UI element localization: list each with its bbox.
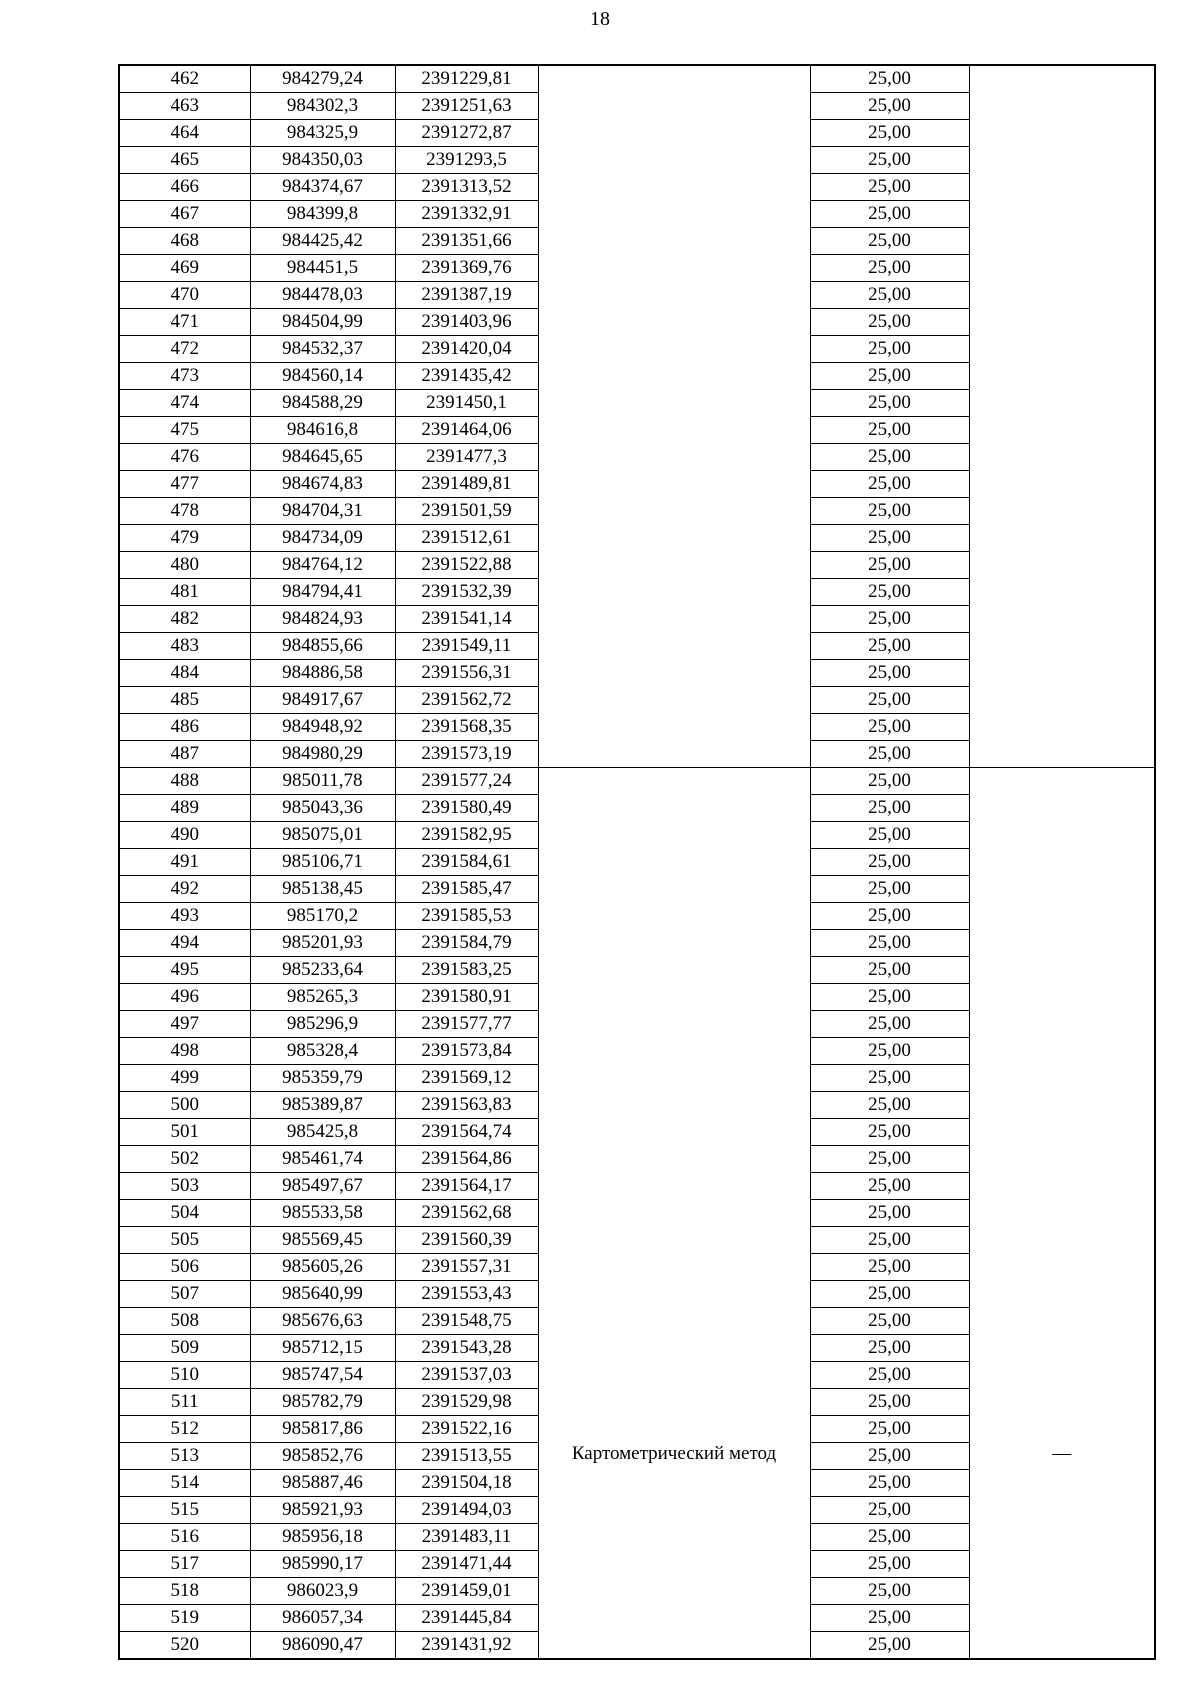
y-coordinate-cell: 2391584,61	[395, 849, 538, 876]
point-number-cell: 504	[119, 1200, 250, 1227]
y-coordinate-cell: 2391522,88	[395, 552, 538, 579]
point-number-cell: 484	[119, 660, 250, 687]
x-coordinate-cell: 984645,65	[250, 444, 395, 471]
x-coordinate-cell: 986057,34	[250, 1605, 395, 1632]
point-number-cell: 471	[119, 309, 250, 336]
y-coordinate-cell: 2391585,47	[395, 876, 538, 903]
y-coordinate-cell: 2391580,49	[395, 795, 538, 822]
y-coordinate-cell: 2391522,16	[395, 1416, 538, 1443]
accuracy-cell: 25,00	[810, 579, 969, 606]
point-number-cell: 462	[119, 65, 250, 93]
x-coordinate-cell: 985712,15	[250, 1335, 395, 1362]
point-number-cell: 477	[119, 471, 250, 498]
point-number-cell: 509	[119, 1335, 250, 1362]
y-coordinate-cell: 2391403,96	[395, 309, 538, 336]
point-number-cell: 502	[119, 1146, 250, 1173]
x-coordinate-cell: 985782,79	[250, 1389, 395, 1416]
y-coordinate-cell: 2391435,42	[395, 363, 538, 390]
x-coordinate-cell: 985233,64	[250, 957, 395, 984]
point-number-cell: 472	[119, 336, 250, 363]
accuracy-cell: 25,00	[810, 984, 969, 1011]
point-number-cell: 490	[119, 822, 250, 849]
point-number-cell: 491	[119, 849, 250, 876]
y-coordinate-cell: 2391569,12	[395, 1065, 538, 1092]
y-coordinate-cell: 2391553,43	[395, 1281, 538, 1308]
point-number-cell: 514	[119, 1470, 250, 1497]
x-coordinate-cell: 985265,3	[250, 984, 395, 1011]
accuracy-cell: 25,00	[810, 336, 969, 363]
x-coordinate-cell: 984504,99	[250, 309, 395, 336]
accuracy-cell: 25,00	[810, 282, 969, 309]
point-number-cell: 520	[119, 1632, 250, 1660]
x-coordinate-cell: 984764,12	[250, 552, 395, 579]
y-coordinate-cell: 2391483,11	[395, 1524, 538, 1551]
x-coordinate-cell: 985533,58	[250, 1200, 395, 1227]
point-number-cell: 516	[119, 1524, 250, 1551]
point-number-cell: 479	[119, 525, 250, 552]
accuracy-cell: 25,00	[810, 1632, 969, 1660]
point-number-cell: 500	[119, 1092, 250, 1119]
x-coordinate-cell: 985170,2	[250, 903, 395, 930]
accuracy-cell: 25,00	[810, 633, 969, 660]
x-coordinate-cell: 986090,47	[250, 1632, 395, 1660]
x-coordinate-cell: 985138,45	[250, 876, 395, 903]
accuracy-cell: 25,00	[810, 228, 969, 255]
x-coordinate-cell: 985990,17	[250, 1551, 395, 1578]
y-coordinate-cell: 2391583,25	[395, 957, 538, 984]
y-coordinate-cell: 2391557,31	[395, 1254, 538, 1281]
x-coordinate-cell: 984532,37	[250, 336, 395, 363]
y-coordinate-cell: 2391387,19	[395, 282, 538, 309]
point-number-cell: 465	[119, 147, 250, 174]
x-coordinate-cell: 985201,93	[250, 930, 395, 957]
point-number-cell: 482	[119, 606, 250, 633]
accuracy-cell: 25,00	[810, 444, 969, 471]
y-coordinate-cell: 2391313,52	[395, 174, 538, 201]
accuracy-cell: 25,00	[810, 957, 969, 984]
x-coordinate-cell: 984794,41	[250, 579, 395, 606]
accuracy-cell: 25,00	[810, 768, 969, 795]
x-coordinate-cell: 985075,01	[250, 822, 395, 849]
accuracy-cell: 25,00	[810, 65, 969, 93]
accuracy-cell: 25,00	[810, 714, 969, 741]
y-coordinate-cell: 2391471,44	[395, 1551, 538, 1578]
accuracy-cell: 25,00	[810, 741, 969, 768]
x-coordinate-cell: 985569,45	[250, 1227, 395, 1254]
x-coordinate-cell: 985461,74	[250, 1146, 395, 1173]
point-number-cell: 483	[119, 633, 250, 660]
y-coordinate-cell: 2391556,31	[395, 660, 538, 687]
accuracy-cell: 25,00	[810, 309, 969, 336]
accuracy-cell: 25,00	[810, 1038, 969, 1065]
x-coordinate-cell: 984350,03	[250, 147, 395, 174]
y-coordinate-cell: 2391332,91	[395, 201, 538, 228]
accuracy-cell: 25,00	[810, 1524, 969, 1551]
x-coordinate-cell: 985747,54	[250, 1362, 395, 1389]
y-coordinate-cell: 2391464,06	[395, 417, 538, 444]
x-coordinate-cell: 984451,5	[250, 255, 395, 282]
x-coordinate-cell: 985887,46	[250, 1470, 395, 1497]
point-number-cell: 489	[119, 795, 250, 822]
accuracy-cell: 25,00	[810, 1416, 969, 1443]
point-number-cell: 473	[119, 363, 250, 390]
y-coordinate-cell: 2391532,39	[395, 579, 538, 606]
accuracy-cell: 25,00	[810, 1605, 969, 1632]
x-coordinate-cell: 985817,86	[250, 1416, 395, 1443]
accuracy-cell: 25,00	[810, 471, 969, 498]
x-coordinate-cell: 984674,83	[250, 471, 395, 498]
accuracy-cell: 25,00	[810, 498, 969, 525]
y-coordinate-cell: 2391577,77	[395, 1011, 538, 1038]
x-coordinate-cell: 985296,9	[250, 1011, 395, 1038]
x-coordinate-cell: 984425,42	[250, 228, 395, 255]
x-coordinate-cell: 984734,09	[250, 525, 395, 552]
x-coordinate-cell: 985921,93	[250, 1497, 395, 1524]
y-coordinate-cell: 2391272,87	[395, 120, 538, 147]
x-coordinate-cell: 984704,31	[250, 498, 395, 525]
accuracy-cell: 25,00	[810, 1443, 969, 1470]
accuracy-cell: 25,00	[810, 1578, 969, 1605]
accuracy-cell: 25,00	[810, 417, 969, 444]
accuracy-cell: 25,00	[810, 1497, 969, 1524]
point-number-cell: 499	[119, 1065, 250, 1092]
point-number-cell: 485	[119, 687, 250, 714]
x-coordinate-cell: 984824,93	[250, 606, 395, 633]
method-cell: Картометрический метод	[538, 768, 810, 1660]
accuracy-cell: 25,00	[810, 120, 969, 147]
table-row	[119, 65, 1155, 93]
method-cell	[538, 65, 810, 768]
accuracy-cell: 25,00	[810, 1092, 969, 1119]
accuracy-cell: 25,00	[810, 1362, 969, 1389]
accuracy-cell: 25,00	[810, 1011, 969, 1038]
y-coordinate-cell: 2391537,03	[395, 1362, 538, 1389]
y-coordinate-cell: 2391351,66	[395, 228, 538, 255]
y-coordinate-cell: 2391562,72	[395, 687, 538, 714]
accuracy-cell: 25,00	[810, 1227, 969, 1254]
y-coordinate-cell: 2391431,92	[395, 1632, 538, 1660]
accuracy-cell: 25,00	[810, 660, 969, 687]
accuracy-cell: 25,00	[810, 876, 969, 903]
x-coordinate-cell: 985011,78	[250, 768, 395, 795]
point-number-cell: 463	[119, 93, 250, 120]
accuracy-cell: 25,00	[810, 1065, 969, 1092]
accuracy-cell: 25,00	[810, 795, 969, 822]
coordinates-table	[118, 64, 1156, 1660]
accuracy-cell: 25,00	[810, 1173, 969, 1200]
point-number-cell: 511	[119, 1389, 250, 1416]
x-coordinate-cell: 984560,14	[250, 363, 395, 390]
point-number-cell: 506	[119, 1254, 250, 1281]
point-number-cell: 498	[119, 1038, 250, 1065]
point-number-cell: 493	[119, 903, 250, 930]
y-coordinate-cell: 2391504,18	[395, 1470, 538, 1497]
point-number-cell: 470	[119, 282, 250, 309]
point-number-cell: 497	[119, 1011, 250, 1038]
accuracy-cell: 25,00	[810, 552, 969, 579]
y-coordinate-cell: 2391564,74	[395, 1119, 538, 1146]
point-number-cell: 488	[119, 768, 250, 795]
y-coordinate-cell: 2391494,03	[395, 1497, 538, 1524]
point-number-cell: 494	[119, 930, 250, 957]
accuracy-cell: 25,00	[810, 1146, 969, 1173]
accuracy-cell: 25,00	[810, 1281, 969, 1308]
accuracy-cell: 25,00	[810, 849, 969, 876]
y-coordinate-cell: 2391420,04	[395, 336, 538, 363]
point-number-cell: 503	[119, 1173, 250, 1200]
x-coordinate-cell: 985043,36	[250, 795, 395, 822]
y-coordinate-cell: 2391541,14	[395, 606, 538, 633]
coordinates-table-body	[119, 65, 1155, 1659]
accuracy-cell: 25,00	[810, 822, 969, 849]
x-coordinate-cell: 985425,8	[250, 1119, 395, 1146]
point-number-cell: 487	[119, 741, 250, 768]
accuracy-cell: 25,00	[810, 1389, 969, 1416]
y-coordinate-cell: 2391573,84	[395, 1038, 538, 1065]
point-number-cell: 474	[119, 390, 250, 417]
x-coordinate-cell: 985328,4	[250, 1038, 395, 1065]
point-number-cell: 468	[119, 228, 250, 255]
y-coordinate-cell: 2391489,81	[395, 471, 538, 498]
x-coordinate-cell: 985640,99	[250, 1281, 395, 1308]
x-coordinate-cell: 984302,3	[250, 93, 395, 120]
accuracy-cell: 25,00	[810, 1551, 969, 1578]
accuracy-cell: 25,00	[810, 1119, 969, 1146]
y-coordinate-cell: 2391369,76	[395, 255, 538, 282]
point-number-cell: 476	[119, 444, 250, 471]
y-coordinate-cell: 2391445,84	[395, 1605, 538, 1632]
y-coordinate-cell: 2391564,86	[395, 1146, 538, 1173]
point-number-cell: 464	[119, 120, 250, 147]
y-coordinate-cell: 2391513,55	[395, 1443, 538, 1470]
y-coordinate-cell: 2391568,35	[395, 714, 538, 741]
point-number-cell: 519	[119, 1605, 250, 1632]
x-coordinate-cell: 986023,9	[250, 1578, 395, 1605]
accuracy-cell: 25,00	[810, 687, 969, 714]
x-coordinate-cell: 984855,66	[250, 633, 395, 660]
point-number-cell: 469	[119, 255, 250, 282]
description-cell	[969, 65, 1155, 768]
y-coordinate-cell: 2391251,63	[395, 93, 538, 120]
accuracy-cell: 25,00	[810, 255, 969, 282]
x-coordinate-cell: 984616,8	[250, 417, 395, 444]
y-coordinate-cell: 2391477,3	[395, 444, 538, 471]
point-number-cell: 517	[119, 1551, 250, 1578]
x-coordinate-cell: 984588,29	[250, 390, 395, 417]
x-coordinate-cell: 984399,8	[250, 201, 395, 228]
y-coordinate-cell: 2391293,5	[395, 147, 538, 174]
accuracy-cell: 25,00	[810, 147, 969, 174]
point-number-cell: 508	[119, 1308, 250, 1335]
x-coordinate-cell: 985676,63	[250, 1308, 395, 1335]
accuracy-cell: 25,00	[810, 930, 969, 957]
point-number-cell: 505	[119, 1227, 250, 1254]
point-number-cell: 492	[119, 876, 250, 903]
table-row	[119, 768, 1155, 795]
y-coordinate-cell: 2391584,79	[395, 930, 538, 957]
y-coordinate-cell: 2391459,01	[395, 1578, 538, 1605]
accuracy-cell: 25,00	[810, 1200, 969, 1227]
accuracy-cell: 25,00	[810, 174, 969, 201]
x-coordinate-cell: 985389,87	[250, 1092, 395, 1119]
y-coordinate-cell: 2391564,17	[395, 1173, 538, 1200]
point-number-cell: 515	[119, 1497, 250, 1524]
y-coordinate-cell: 2391543,28	[395, 1335, 538, 1362]
accuracy-cell: 25,00	[810, 903, 969, 930]
x-coordinate-cell: 984325,9	[250, 120, 395, 147]
accuracy-cell: 25,00	[810, 201, 969, 228]
point-number-cell: 518	[119, 1578, 250, 1605]
point-number-cell: 466	[119, 174, 250, 201]
x-coordinate-cell: 985605,26	[250, 1254, 395, 1281]
y-coordinate-cell: 2391580,91	[395, 984, 538, 1011]
point-number-cell: 512	[119, 1416, 250, 1443]
description-cell: —	[969, 768, 1155, 1660]
x-coordinate-cell: 984374,67	[250, 174, 395, 201]
y-coordinate-cell: 2391450,1	[395, 390, 538, 417]
y-coordinate-cell: 2391501,59	[395, 498, 538, 525]
y-coordinate-cell: 2391577,24	[395, 768, 538, 795]
x-coordinate-cell: 985106,71	[250, 849, 395, 876]
point-number-cell: 510	[119, 1362, 250, 1389]
point-number-cell: 513	[119, 1443, 250, 1470]
x-coordinate-cell: 985359,79	[250, 1065, 395, 1092]
page-number: 18	[590, 8, 610, 30]
point-number-cell: 507	[119, 1281, 250, 1308]
point-number-cell: 481	[119, 579, 250, 606]
point-number-cell: 475	[119, 417, 250, 444]
x-coordinate-cell: 985852,76	[250, 1443, 395, 1470]
y-coordinate-cell: 2391512,61	[395, 525, 538, 552]
y-coordinate-cell: 2391573,19	[395, 741, 538, 768]
accuracy-cell: 25,00	[810, 1254, 969, 1281]
point-number-cell: 478	[119, 498, 250, 525]
point-number-cell: 486	[119, 714, 250, 741]
point-number-cell: 480	[119, 552, 250, 579]
y-coordinate-cell: 2391548,75	[395, 1308, 538, 1335]
x-coordinate-cell: 984478,03	[250, 282, 395, 309]
x-coordinate-cell: 984948,92	[250, 714, 395, 741]
accuracy-cell: 25,00	[810, 1470, 969, 1497]
accuracy-cell: 25,00	[810, 1308, 969, 1335]
y-coordinate-cell: 2391229,81	[395, 65, 538, 93]
y-coordinate-cell: 2391582,95	[395, 822, 538, 849]
y-coordinate-cell: 2391549,11	[395, 633, 538, 660]
point-number-cell: 467	[119, 201, 250, 228]
x-coordinate-cell: 984917,67	[250, 687, 395, 714]
accuracy-cell: 25,00	[810, 1335, 969, 1362]
y-coordinate-cell: 2391529,98	[395, 1389, 538, 1416]
y-coordinate-cell: 2391563,83	[395, 1092, 538, 1119]
x-coordinate-cell: 984279,24	[250, 65, 395, 93]
point-number-cell: 496	[119, 984, 250, 1011]
y-coordinate-cell: 2391562,68	[395, 1200, 538, 1227]
accuracy-cell: 25,00	[810, 93, 969, 120]
x-coordinate-cell: 985956,18	[250, 1524, 395, 1551]
point-number-cell: 501	[119, 1119, 250, 1146]
y-coordinate-cell: 2391560,39	[395, 1227, 538, 1254]
x-coordinate-cell: 984886,58	[250, 660, 395, 687]
x-coordinate-cell: 985497,67	[250, 1173, 395, 1200]
x-coordinate-cell: 984980,29	[250, 741, 395, 768]
accuracy-cell: 25,00	[810, 363, 969, 390]
y-coordinate-cell: 2391585,53	[395, 903, 538, 930]
accuracy-cell: 25,00	[810, 390, 969, 417]
point-number-cell: 495	[119, 957, 250, 984]
accuracy-cell: 25,00	[810, 525, 969, 552]
accuracy-cell: 25,00	[810, 606, 969, 633]
